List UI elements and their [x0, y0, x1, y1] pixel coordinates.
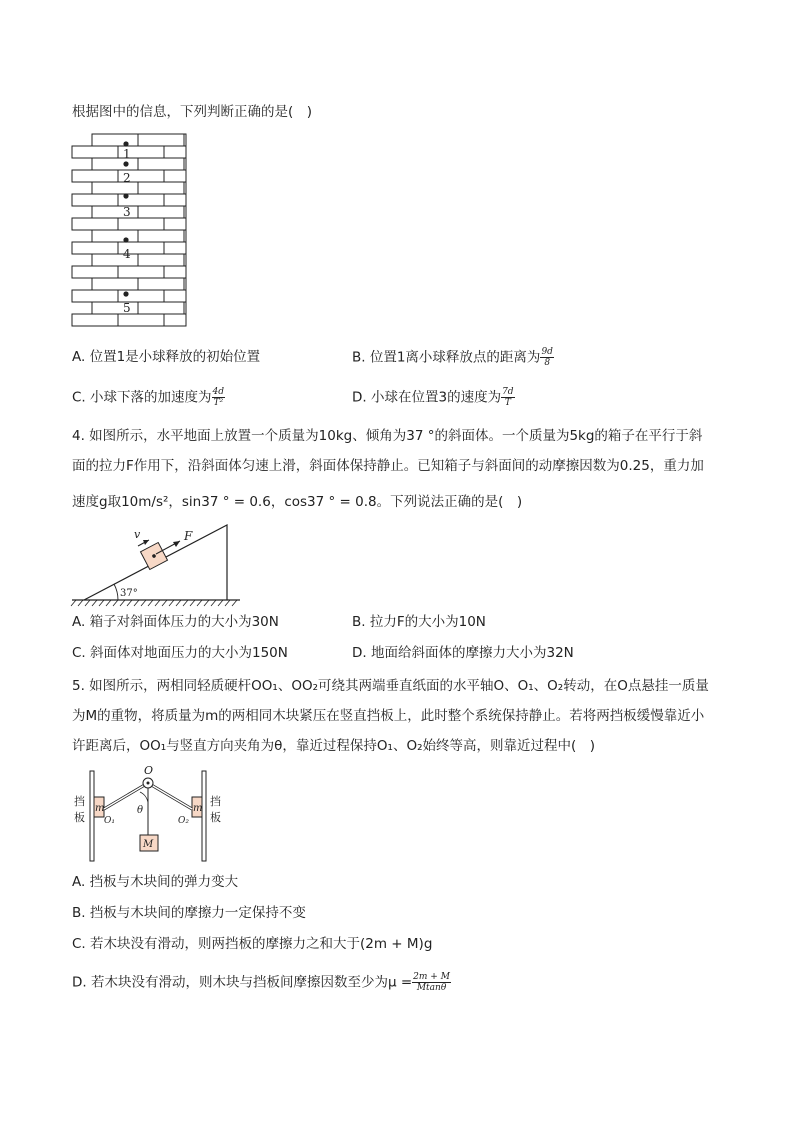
q5-line-3: 许距离后，OO₁与竖直方向夹角为θ，靠近过程保持O₁、O₂始终等高，则靠近过程中( ) [72, 738, 596, 754]
q3-option-c: C. 小球下落的加速度为 $\frac{4d}{\text{T²}}$ [72, 387, 225, 408]
angle-label: 37° [120, 588, 138, 599]
incline-figure [72, 520, 252, 610]
block-label-right: m [193, 803, 203, 814]
q4-option-d: D. 地面给斜面体的摩擦力大小为32N [352, 645, 574, 661]
q3-option-b: B. 位置1离小球释放点的距离为 $\frac{9d}{8}$ [352, 347, 553, 368]
left-plate-label-2: 板 [74, 811, 85, 824]
q5-option-a: A. 挡板与木块间的弹力变大 [72, 874, 239, 890]
q4-line-1: 4. 如图所示，水平地面上放置一个质量为10kg、倾角为37 °的斜面体。一个质量为5kg的箱子在平行于斜 [72, 428, 703, 444]
q3-stem: 根据图中的信息，下列判断正确的是( ) [72, 104, 313, 120]
position-label-3: 3 [123, 205, 131, 219]
block-label-left: m [95, 803, 105, 814]
q3-option-d: D. 小球在位置3的速度为 $\frac{7d}{T}$ [352, 387, 514, 408]
q4-option-c: C. 斜面体对地面压力的大小为150N [72, 645, 288, 661]
brick-wall-figure [72, 132, 192, 332]
pivot-label-O1: O₁ [104, 816, 115, 826]
q4-line-3: 速度g取10m/s²，sin37 ° = 0.6，cos37 ° = 0.8。下列说法正确的是( ) [72, 494, 523, 510]
velocity-label: v [134, 528, 141, 541]
angle-theta-label: θ [137, 805, 144, 816]
position-label-1: 1 [123, 147, 131, 161]
rod-block-figure [72, 763, 222, 863]
q4-option-a: A. 箱子对斜面体压力的大小为30N [72, 614, 279, 630]
weight-label: M [143, 839, 154, 850]
q5-line-2: 为M的重物，将质量为m的两相同木块紧压在竖直挡板上，此时整个系统保持静止。若将两挡板缓慢靠近小 [72, 708, 705, 724]
pivot-label-O: O [144, 764, 154, 777]
left-plate-label-1: 挡 [74, 795, 85, 808]
right-plate-label-1: 挡 [210, 795, 221, 808]
force-label: F [184, 529, 193, 543]
q5-option-d: D. 若木块没有滑动，则木块与挡板间摩擦因数至少为μ = $\frac{2m + M}{Mtan\theta}$ [72, 972, 450, 993]
pivot-label-O2: O₂ [178, 816, 189, 826]
q5-line-1: 5. 如图所示，两相同轻质硬杆OO₁、OO₂可绕其两端垂直纸面的水平轴O、O₁、O₂转动，在O点悬挂一质量 [72, 678, 709, 694]
right-plate-label-2: 板 [210, 811, 221, 824]
q3-option-a: A. 位置1是小球释放的初始位置 [72, 349, 261, 365]
q4-option-b: B. 拉力F的大小为10N [352, 614, 486, 630]
q5-option-c: C. 若木块没有滑动，则两挡板的摩擦力之和大于(2m + M)g [72, 936, 433, 952]
q5-option-b: B. 挡板与木块间的摩擦力一定保持不变 [72, 905, 306, 921]
position-label-4: 4 [123, 247, 131, 261]
q4-line-2: 面的拉力F作用下，沿斜面体匀速上滑，斜面体保持静止。已知箱子与斜面间的动摩擦因数为0.25，重力加 [72, 458, 704, 474]
position-label-5: 5 [123, 301, 131, 315]
position-label-2: 2 [123, 171, 131, 185]
